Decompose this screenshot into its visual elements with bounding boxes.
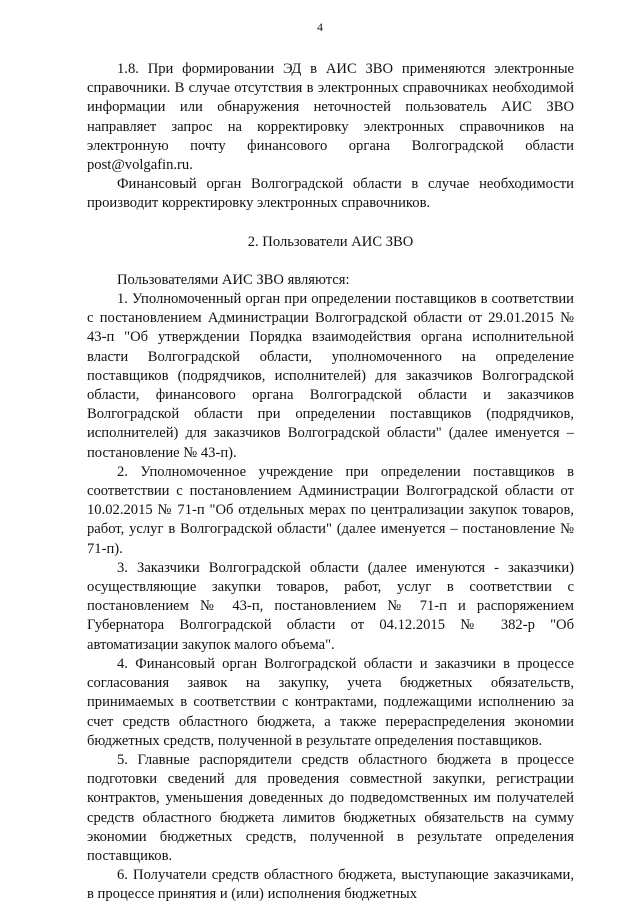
paragraph-user-6: 6. Получатели средств областного бюджета, выступающие заказчиками, в процессе принятия и (или) исполнения бюджетных	[87, 867, 574, 903]
paragraph-users-intro: Пользователями АИС ЗВО являются:	[117, 271, 350, 288]
paragraph-1-8: 1.8. При формировании ЭД в АИС ЗВО применяются электронные справочники. В случае отсутствия в электронных справочниках необходимой информации или обнаружения неточностей пользователь АИС ЗВО направляет запрос на корректировку электронных справочников на электронную почту финансового органа Волгоградской области post@volgafin.ru.	[87, 61, 574, 174]
paragraph-finance-correction: Финансовый орган Волгоградской области в случае необходимости производит корректировку электронных справочников.	[87, 176, 574, 212]
paragraph-user-2: 2. Уполномоченное учреждение при определении поставщиков в соответствии с постановлением Администрации Волгоградской области от 10.02.2015 № 71-п "Об отдельных мерах по централизации закупок товаров, работ, услуг в Волгоградской области" (далее именуется – постановление № 71-п).	[87, 463, 574, 557]
paragraph-user-1: 1. Уполномоченный орган при определении поставщиков в соответствии с постановлением Администрации Волгоградской области от 29.01.2015 № 43-п "Об утверждении Порядка взаимодействия органа исполнительной власти Волгоградской области, уполномоченного на определение поставщиков (подрядчиков, исполнителей) для заказчиков Волгоградской области, финансового органа Волгоградской области и заказчиков Волгоградской области при определении поставщиков (подрядчиков, исполнителей) для заказчиков Волгоградской области" (далее именуется – постановление № 43-п).	[87, 291, 574, 461]
paragraph-user-3: 3. Заказчики Волгоградской области (далее именуются - заказчики) осуществляющие закупки товаров, работ, услуг в соответствии с постановлением № 43-п, постановлением № 71-п и распоряжением Губернатора Волгоградской области от 04.12.2015 № 382-р "Об автоматизации закупок малого объема".	[87, 559, 574, 653]
section-heading: 2. Пользователи АИС ЗВО	[247, 233, 414, 250]
paragraph-user-4: 4. Финансовый орган Волгоградской области и заказчики в процессе согласования заявок на закупку, учета бюджетных обязательств, принимаемых в соответствии с контрактами, подлежащими исполнению за счет средств областного бюджета, а также перераспределения экономии бюджетных средств, полученной в результате определения поставщиков.	[87, 655, 574, 749]
paragraph-user-5: 5. Главные распорядители средств областного бюджета в процессе подготовки сведений для проведения совместной закупки, регистрации контрактов, уменьшения доведенных до подведомственных им получателей средств областного бюджета лимитов бюджетных обязательств на сумму экономии бюджетных средств, полученной в результате определения поставщиков.	[87, 751, 574, 864]
page-number: 4	[317, 20, 323, 34]
document-body	[87, 60, 574, 905]
